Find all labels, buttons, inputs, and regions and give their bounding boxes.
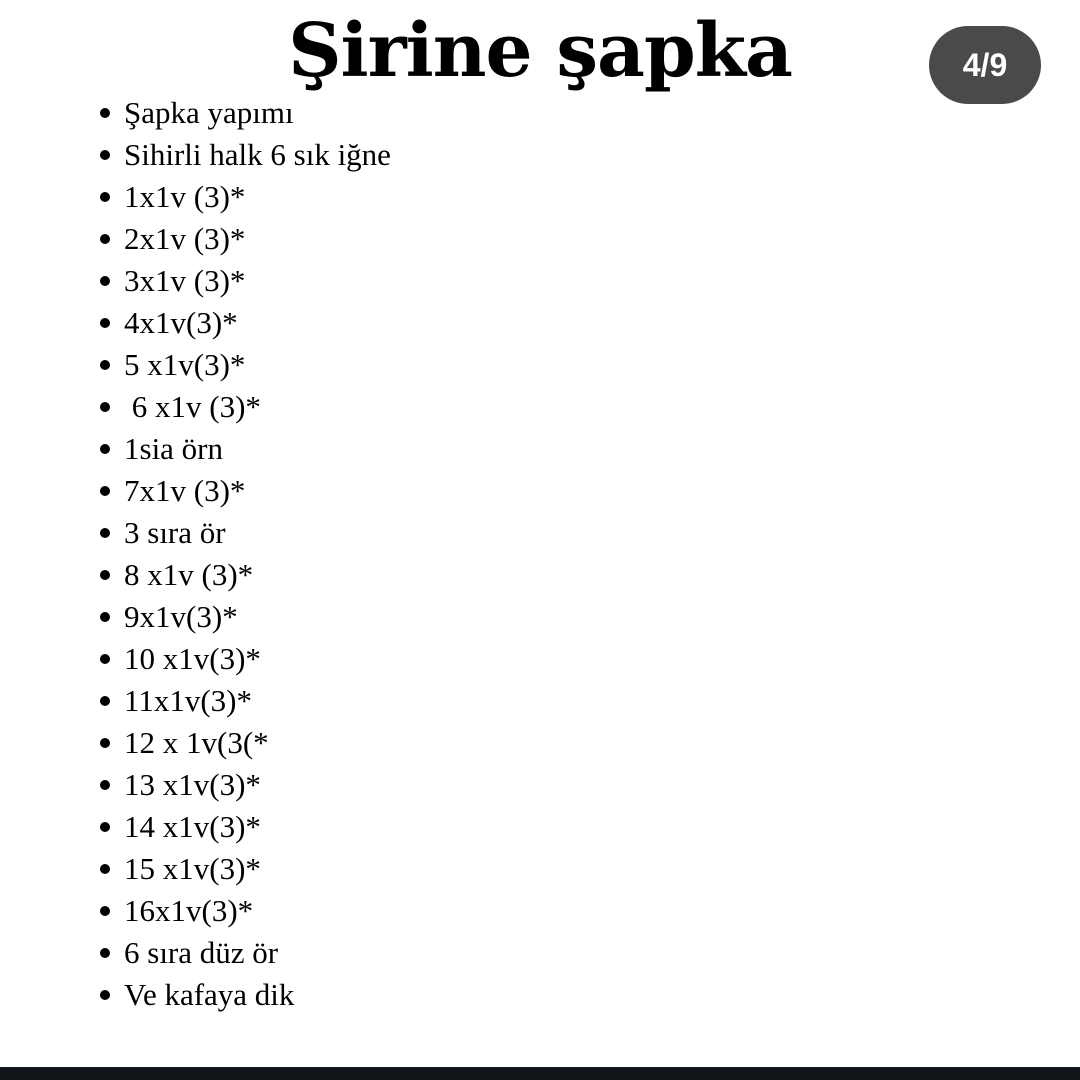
list-item xyxy=(98,386,978,428)
page-indicator-label: 4/9 xyxy=(962,46,1008,83)
bullet-icon xyxy=(100,108,110,118)
list-item xyxy=(98,92,978,134)
list-item-text: 1x1v (3)* xyxy=(124,179,246,214)
bullet-icon xyxy=(100,696,110,706)
bullet-icon xyxy=(100,444,110,454)
bullet-icon xyxy=(100,276,110,286)
bullet-icon xyxy=(100,864,110,874)
bullet-icon xyxy=(100,738,110,748)
list-item-text: Ve kafaya dik xyxy=(124,977,295,1012)
list-item-text: 3x1v (3)* xyxy=(124,263,246,298)
bullet-icon xyxy=(100,234,110,244)
list-item-text: 16x1v(3)* xyxy=(124,893,254,928)
list-item xyxy=(98,848,978,890)
list-item xyxy=(98,302,978,344)
list-item-text: 3 sıra ör xyxy=(124,515,226,550)
list-item-text: 8 x1v (3)* xyxy=(124,557,254,592)
list-item-text: 15 x1v(3)* xyxy=(124,851,261,886)
list-item-text: 6 sıra düz ör xyxy=(124,935,279,970)
bullet-icon xyxy=(100,948,110,958)
bullet-icon xyxy=(100,402,110,412)
list-item-text: 1sia örn xyxy=(124,431,224,466)
list-item xyxy=(98,722,978,764)
bullet-icon xyxy=(100,906,110,916)
bullet-icon xyxy=(100,150,110,160)
list-item xyxy=(98,596,978,638)
page-title: Şirine şapka xyxy=(288,8,792,94)
list-item xyxy=(98,470,978,512)
list-item xyxy=(98,806,978,848)
list-item-text: 4x1v(3)* xyxy=(124,305,238,340)
list-item-text: 14 x1v(3)* xyxy=(124,809,261,844)
bullet-icon xyxy=(100,570,110,580)
bullet-icon xyxy=(100,822,110,832)
list-item xyxy=(98,974,978,1016)
list-item xyxy=(98,512,978,554)
list-item xyxy=(98,680,978,722)
list-item xyxy=(98,554,978,596)
steps-list xyxy=(98,92,978,1016)
list-item xyxy=(98,932,978,974)
list-item xyxy=(98,890,978,932)
list-item-text: 13 x1v(3)* xyxy=(124,767,261,802)
list-item xyxy=(98,218,978,260)
list-item xyxy=(98,260,978,302)
list-item-text: 11x1v(3)* xyxy=(124,683,252,718)
list-item-text: Sihirli halk 6 sık iğne xyxy=(124,137,391,172)
list-item-text: Şapka yapımı xyxy=(124,95,294,130)
list-item-text: 10 x1v(3)* xyxy=(124,641,261,676)
list-item-text: 7x1v (3)* xyxy=(124,473,246,508)
bullet-icon xyxy=(100,360,110,370)
bullet-icon xyxy=(100,612,110,622)
list-item-text: 2x1v (3)* xyxy=(124,221,246,256)
list-item-text: 9x1v(3)* xyxy=(124,599,238,634)
list-item xyxy=(98,638,978,680)
bullet-icon xyxy=(100,528,110,538)
list-item xyxy=(98,764,978,806)
list-item-text: 5 x1v(3)* xyxy=(124,347,246,382)
bullet-icon xyxy=(100,990,110,1000)
bullet-icon xyxy=(100,192,110,202)
list-item xyxy=(98,428,978,470)
bullet-icon xyxy=(100,486,110,496)
list-item xyxy=(98,134,978,176)
list-item-text: 6 x1v (3)* xyxy=(124,389,261,424)
list-item-text: 12 x 1v(3(* xyxy=(124,725,269,760)
list-item xyxy=(98,344,978,386)
bullet-icon xyxy=(100,654,110,664)
bullet-icon xyxy=(100,318,110,328)
list-item xyxy=(98,176,978,218)
footer-bar xyxy=(0,1067,1080,1080)
bullet-icon xyxy=(100,780,110,790)
